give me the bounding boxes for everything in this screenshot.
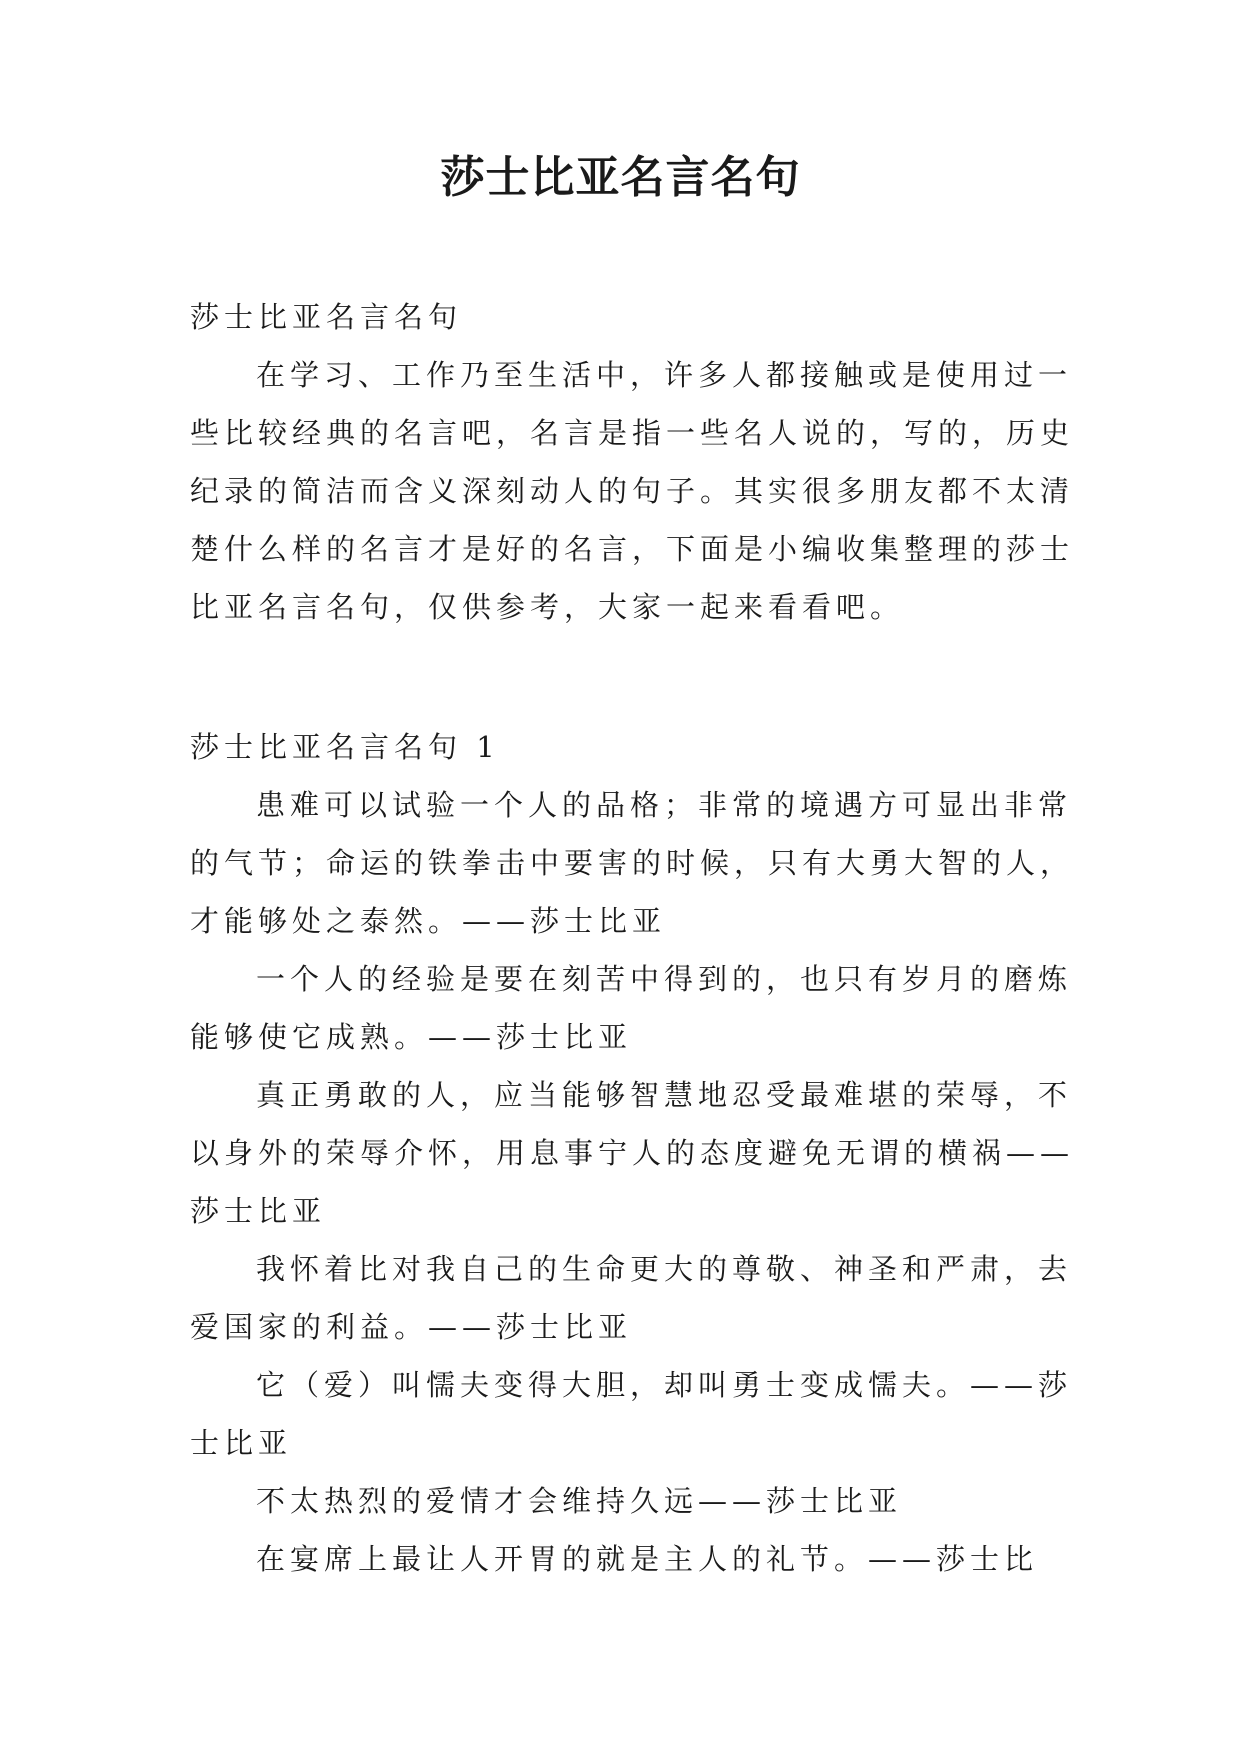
quote-line: 它（爱）叫懦夫变得大胆，却叫勇士变成懦夫。——莎 bbox=[256, 1368, 1073, 1402]
quote-line: 患难可以试验一个人的品格；非常的境遇方可显出非常 bbox=[256, 788, 1073, 822]
document-body bbox=[190, 288, 1075, 1588]
quote-paragraph bbox=[190, 950, 1073, 1066]
intro-line: 纪录的简洁而含义深刻动人的句子。其实很多朋友都不太清 bbox=[190, 474, 1075, 508]
quote-line: 我怀着比对我自己的生命更大的尊敬、神圣和严肃，去 bbox=[256, 1252, 1073, 1286]
quote-line: 能够使它成熟。——莎士比亚 bbox=[190, 1020, 633, 1054]
quote-line: 真正勇敢的人，应当能够智慧地忍受最难堪的荣辱，不 bbox=[256, 1078, 1073, 1112]
quote-line: 以身外的荣辱介怀，用息事宁人的态度避免无谓的横祸—— bbox=[190, 1136, 1075, 1170]
quote-line: 不太热烈的爱情才会维持久远——莎士比亚 bbox=[256, 1484, 903, 1518]
intro-paragraph bbox=[190, 346, 1075, 636]
quote-line: 士比亚 bbox=[190, 1426, 293, 1460]
quote-paragraph bbox=[190, 1356, 1073, 1472]
quote-line: 莎士比亚 bbox=[190, 1194, 327, 1228]
intro-line: 楚什么样的名言才是好的名言，下面是小编收集整理的莎士 bbox=[190, 532, 1075, 566]
quote-line: 在宴席上最让人开胃的就是主人的礼节。——莎士比 bbox=[256, 1542, 1039, 1576]
intro-heading: 莎士比亚名言名句 bbox=[190, 300, 463, 334]
intro-line: 些比较经典的名言吧，名言是指一些名人说的，写的，历史 bbox=[190, 416, 1075, 450]
quote-paragraph bbox=[190, 1530, 1050, 1588]
quote-line: 一个人的经验是要在刻苦中得到的，也只有岁月的磨炼 bbox=[256, 962, 1073, 996]
quote-paragraph bbox=[190, 776, 1075, 950]
intro-line: 比亚名言名句，仅供参考，大家一起来看看吧。 bbox=[190, 590, 905, 624]
quote-paragraph bbox=[190, 1472, 1050, 1530]
section-heading: 莎士比亚名言名句 1 bbox=[190, 730, 500, 764]
quote-line: 的气节；命运的铁拳击中要害的时候，只有大勇大智的人， bbox=[190, 846, 1075, 880]
quote-paragraph bbox=[190, 1066, 1075, 1240]
section-gap bbox=[190, 636, 1050, 718]
intro-line: 在学习、工作乃至生活中，许多人都接触或是使用过一 bbox=[256, 358, 1073, 392]
quote-paragraph bbox=[190, 1240, 1073, 1356]
quote-line: 爱国家的利益。——莎士比亚 bbox=[190, 1310, 633, 1344]
document-title: 莎士比亚名言名句 bbox=[440, 152, 801, 203]
quote-line: 才能够处之泰然。——莎士比亚 bbox=[190, 904, 667, 938]
